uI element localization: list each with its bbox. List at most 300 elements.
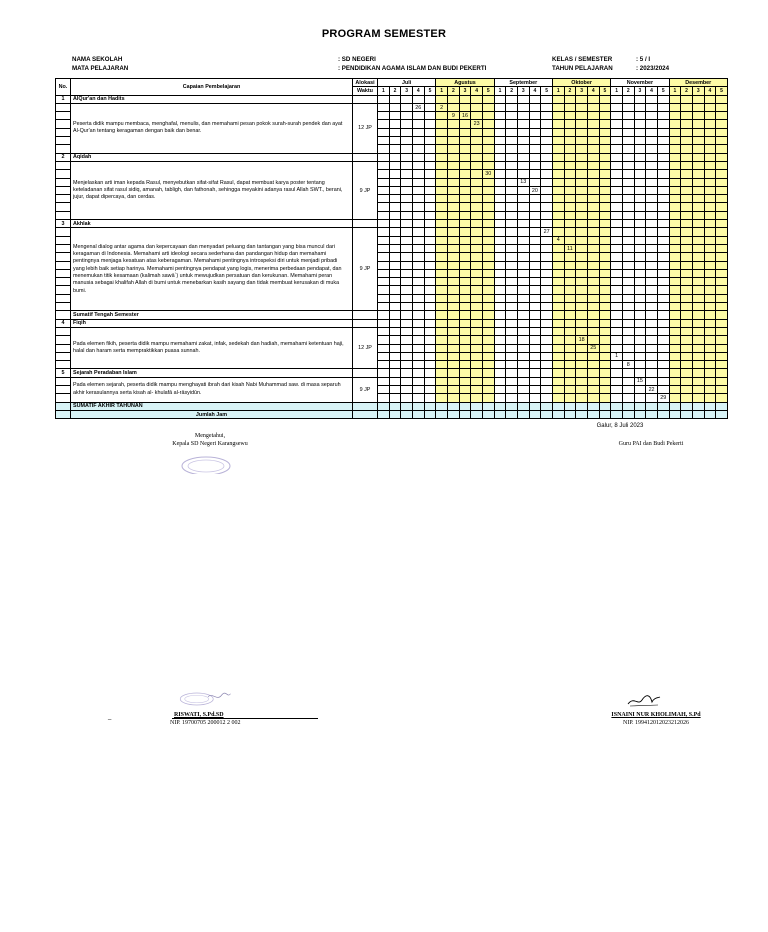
week-cell [587,278,599,286]
week-cell [482,303,494,311]
week-cell [389,137,401,145]
week-cell [681,303,693,311]
week-cell [634,327,646,335]
week-cell [378,95,390,103]
left-signature-line [172,718,318,719]
left-signatory-name: RISWATI, S.Pd.SD [174,712,224,718]
week-cell [716,394,728,402]
week-cell [529,269,541,277]
week-cell [599,261,611,269]
week-cell [506,319,518,327]
week-cell [599,228,611,236]
week-cell [378,153,390,161]
left-signatory-nip: NIP. 19700705 200012 2 002 [170,720,241,726]
week-cell [552,228,564,236]
week-cell [669,344,681,352]
week-cell [552,195,564,203]
no-cell [56,244,71,252]
week-cell [506,336,518,344]
week-cell [401,286,413,294]
week-cell [448,352,460,360]
week-cell [517,278,529,286]
week-cell [564,311,576,319]
week-cell [657,278,669,286]
week-cell [529,385,541,393]
week-cell [541,303,553,311]
week-cell [424,286,436,294]
week-cell [448,327,460,335]
week-cell [576,319,588,327]
week-cell [389,95,401,103]
no-cell [56,236,71,244]
week-cell [657,303,669,311]
week-cell [657,327,669,335]
week-cell [482,120,494,128]
week-cell [389,261,401,269]
section-title-row [56,220,728,228]
week-cell [681,327,693,335]
week-cell [506,195,518,203]
week-cell [552,336,564,344]
week-cell [622,112,634,120]
week-cell [459,377,471,385]
week-cell [424,103,436,111]
week-cell [599,203,611,211]
week-cell [412,352,424,360]
week-cell [622,220,634,228]
week-cell [482,336,494,344]
week-cell [378,103,390,111]
week-cell [412,369,424,377]
no-cell [56,394,71,402]
week-cell [389,253,401,261]
week-cell [448,120,460,128]
header-week: 1 [436,87,448,95]
week-cell [401,220,413,228]
week-cell [459,319,471,327]
week-cell [529,377,541,385]
week-cell [587,269,599,277]
week-cell [389,203,401,211]
section-title-row [56,369,728,377]
week-cell [412,344,424,352]
week-cell [424,394,436,402]
week-cell [436,137,448,145]
week-cell [436,410,448,418]
week-cell [657,336,669,344]
table-row [56,161,728,169]
week-cell [681,120,693,128]
week-cell [529,137,541,145]
week-cell [378,344,390,352]
week-cell [378,261,390,269]
week-cell [587,385,599,393]
week-cell [378,195,390,203]
value-kelas-semester: : 5 / I [636,56,651,63]
week-cell [541,369,553,377]
week-cell [471,369,483,377]
week-cell [517,385,529,393]
week-cell [657,211,669,219]
week-cell [494,394,506,402]
week-cell [494,311,506,319]
week-cell [494,410,506,418]
week-cell [389,170,401,178]
week-cell [634,369,646,377]
week-cell [541,410,553,418]
value-tahun-pelajaran: : 2023/2024 [636,65,670,72]
week-cell [657,311,669,319]
section-title: Sejarah Peradaban Islam [71,369,353,377]
week-cell [506,410,518,418]
week-cell [541,186,553,194]
week-cell [669,253,681,261]
week-cell [424,261,436,269]
header-week: 1 [552,87,564,95]
week-cell [529,145,541,153]
week-cell [716,228,728,236]
week-cell [646,402,658,410]
week-cell [669,377,681,385]
week-cell [576,303,588,311]
week-cell [692,220,704,228]
week-cell [634,153,646,161]
week-cell [448,161,460,169]
week-cell [378,402,390,410]
week-cell [471,352,483,360]
week-cell [622,244,634,252]
week-cell [634,120,646,128]
week-cell [412,278,424,286]
week-cell [657,195,669,203]
week-cell [424,269,436,277]
section-alokasi: 9 JP [353,161,378,219]
week-cell [401,95,413,103]
week-cell [389,236,401,244]
week-cell [611,336,623,344]
week-cell [529,244,541,252]
week-cell [634,394,646,402]
no-cell [56,377,71,385]
week-cell [552,137,564,145]
week-cell [541,95,553,103]
week-cell [622,195,634,203]
week-cell [692,112,704,120]
week-cell [448,211,460,219]
week-cell [389,385,401,393]
week-cell [506,394,518,402]
week-cell [401,361,413,369]
week-cell [611,128,623,136]
week-cell [541,153,553,161]
week-cell [448,261,460,269]
week-cell [587,236,599,244]
week-cell [669,145,681,153]
week-cell [634,253,646,261]
week-cell [436,402,448,410]
week-cell [587,203,599,211]
week-cell [634,145,646,153]
week-cell [482,286,494,294]
week-cell [412,178,424,186]
week-cell [378,220,390,228]
week-cell [564,137,576,145]
week-cell [576,311,588,319]
week-cell [448,402,460,410]
week-cell [657,161,669,169]
week-cell [401,120,413,128]
week-cell [599,319,611,327]
week-cell [576,161,588,169]
week-cell [401,269,413,277]
week-cell [389,344,401,352]
week-cell [576,261,588,269]
week-cell [412,385,424,393]
week-cell [448,286,460,294]
week-cell [541,170,553,178]
week-cell [587,336,599,344]
alokasi-cell [353,311,378,319]
week-cell [412,294,424,302]
week-cell [646,103,658,111]
week-cell [529,153,541,161]
week-cell [494,278,506,286]
week-cell [657,377,669,385]
header-week: 4 [529,87,541,95]
week-cell [436,253,448,261]
week-cell [459,394,471,402]
week-cell [564,377,576,385]
week-cell [378,294,390,302]
week-cell [389,278,401,286]
week-cell [669,303,681,311]
week-cell: 4 [552,236,564,244]
week-cell [517,112,529,120]
week-cell [564,236,576,244]
section-title: AlQur'an dan Hadits [71,95,353,103]
week-cell [622,153,634,161]
week-cell [471,336,483,344]
week-cell [692,186,704,194]
week-cell [401,369,413,377]
week-cell [576,352,588,360]
week-cell [599,410,611,418]
week-cell [552,385,564,393]
week-cell [424,153,436,161]
week-cell [576,95,588,103]
week-cell [611,145,623,153]
week-cell [681,112,693,120]
week-cell [424,294,436,302]
week-cell: 9 [448,112,460,120]
week-cell [622,385,634,393]
week-cell [459,195,471,203]
week-cell [681,352,693,360]
week-cell [716,195,728,203]
header-week: 4 [412,87,424,95]
header-week: 1 [611,87,623,95]
week-cell [611,220,623,228]
week-cell [599,153,611,161]
week-cell [657,120,669,128]
week-cell [576,402,588,410]
week-cell [529,195,541,203]
week-cell [541,112,553,120]
week-cell [494,303,506,311]
week-cell: 1 [611,352,623,360]
week-cell [552,269,564,277]
week-cell [541,195,553,203]
week-cell [552,402,564,410]
week-cell [459,220,471,228]
week-cell [459,137,471,145]
week-cell [541,261,553,269]
value-nama-sekolah: : SD NEGERI [338,56,376,63]
week-cell [552,103,564,111]
week-cell [529,203,541,211]
week-cell [482,203,494,211]
week-cell [541,220,553,228]
week-cell [657,344,669,352]
week-cell [401,319,413,327]
week-cell: 20 [529,186,541,194]
week-cell [424,220,436,228]
week-cell [646,145,658,153]
no-cell [56,344,71,352]
week-cell [716,369,728,377]
week-cell [378,186,390,194]
week-cell [401,327,413,335]
week-cell [541,385,553,393]
week-cell [646,344,658,352]
week-cell [622,261,634,269]
week-cell [681,186,693,194]
week-cell [716,385,728,393]
week-cell [681,145,693,153]
week-cell [576,103,588,111]
week-cell [401,294,413,302]
week-cell [657,269,669,277]
week-cell [634,112,646,120]
week-cell [401,186,413,194]
week-cell [634,128,646,136]
section-number: 4 [56,319,71,327]
week-cell [657,112,669,120]
week-cell [482,145,494,153]
label-mata-pelajaran: MATA PELAJARAN [72,65,129,72]
no-cell [56,112,71,120]
week-cell [541,327,553,335]
week-cell [716,410,728,418]
header-week: 1 [378,87,390,95]
week-cell [692,253,704,261]
week-cell [704,220,716,228]
week-cell [564,145,576,153]
week-cell [412,128,424,136]
week-cell [692,103,704,111]
week-cell [692,286,704,294]
label-tahun-pelajaran: TAHUN PELAJARAN [552,65,613,72]
week-cell [448,228,460,236]
week-cell [657,220,669,228]
week-cell [611,402,623,410]
week-cell [692,137,704,145]
section-alokasi: 9 JP [353,377,378,402]
week-cell [611,369,623,377]
week-cell [622,128,634,136]
week-cell [517,211,529,219]
week-cell [587,220,599,228]
stamp-icon [178,452,238,474]
week-cell [436,170,448,178]
week-cell [704,394,716,402]
week-cell [681,128,693,136]
week-cell [494,161,506,169]
week-cell [494,103,506,111]
week-cell [517,402,529,410]
week-cell [692,161,704,169]
header-week: 5 [541,87,553,95]
week-cell [716,95,728,103]
alokasi-cell [353,319,378,327]
week-cell [692,128,704,136]
week-cell [517,319,529,327]
week-cell [517,394,529,402]
week-cell [517,195,529,203]
week-cell [529,278,541,286]
week-cell [622,319,634,327]
header-week: 3 [459,87,471,95]
week-cell [552,244,564,252]
no-cell [56,186,71,194]
week-cell [564,261,576,269]
week-cell [552,361,564,369]
week-cell [471,402,483,410]
week-cell [646,336,658,344]
week-cell [471,377,483,385]
week-cell [506,269,518,277]
week-cell [704,327,716,335]
week-cell [646,195,658,203]
week-cell [704,128,716,136]
week-cell [378,236,390,244]
week-cell [401,385,413,393]
week-cell [424,112,436,120]
week-cell [634,203,646,211]
alokasi-cell [353,402,378,410]
week-cell [424,236,436,244]
week-cell [564,336,576,344]
header-week: 5 [657,87,669,95]
week-cell [681,236,693,244]
week-cell [494,228,506,236]
week-cell [459,228,471,236]
week-cell [471,236,483,244]
week-cell [517,203,529,211]
week-cell: 22 [646,385,658,393]
table-row [56,377,728,385]
week-cell [494,377,506,385]
week-cell [482,394,494,402]
week-cell [692,361,704,369]
section-description: Mengenal dialog antar agama dan kepercayaan dan menyadari peluang dan tantangan yang bisa muncul dari keragaman di Indonesia. Memahami arti ideologi secara sederhana dan pandangan hidup dan memahami pentingnya menjaga kesatuan atas keberagaman. Memahami pentingnya introspeksi diri untuk menjadi pribadi yang lebih baik setiap harinya. Memahami pentingnya pendapat yang logis, menerima perbedaan pendapat, dan menemukan titik kesamaan (kalimah sawā`) untuk mewujudkan persatuan dan kerukunan. Memahami peran manusia sebagai khalifah Allah di bumi untuk menebarkan kasih sayang dan tidak membuat kerusakan di muka bumi. [71,228,353,311]
week-cell [459,236,471,244]
week-cell [692,394,704,402]
week-cell [517,352,529,360]
week-cell [471,178,483,186]
week-cell [436,385,448,393]
week-cell [436,336,448,344]
